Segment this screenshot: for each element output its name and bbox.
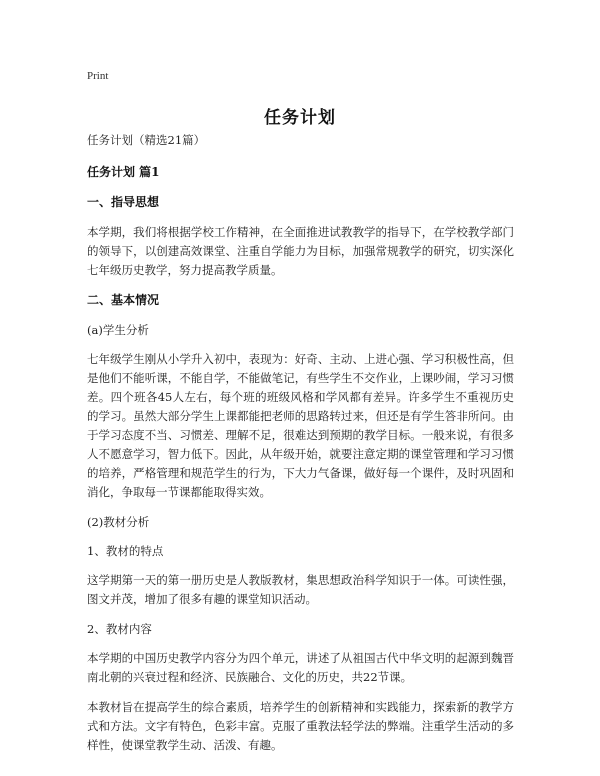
- paragraph-textbook-features: 这学期第一天的第一册历史是人教版教材，集思想政治科学知识于一体。可读性强，图文并茂，增加了很多有趣的课堂知识活动。: [87, 573, 514, 606]
- article-heading: 任务计划 篇1: [87, 165, 160, 179]
- paragraph-textbook-content-1: 本学期的中国历史教学内容分为四个单元，讲述了从祖国古代中华文明的起源到魏晋南北朝的兴衰过程和经济、民族融合、文化的历史，共22节课。: [87, 651, 514, 684]
- subheading-textbook-content: 2、教材内容: [87, 622, 152, 636]
- subheading-student-analysis: (a)学生分析: [87, 323, 149, 337]
- paragraph-student-analysis: 七年级学生刚从小学升入初中，表现为：好奇、主动、上进心强、学习积极性高，但是他们不能听课，不能自学，不能做笔记，有些学生不交作业，上课吵闹，学习习惯差。四个班各45人左右，每个班的班级风格和学风都有差异。许多学生不重视历史的学习。虽然大部分学生上课都能把老师的思路转过来，但还是有学生答非所问。由于学习态度不当、习惯差、理解不足，很难达到预期的教学目标。一般来说，有很多人不愿意学习，智力低下。因此，从年级开始，就要注意定期的课堂管理和学习习惯的培养，严格管理和规范学生的行为，下大力气备课，做好每一个课件，及时巩固和消化，争取每一节课都能取得实效。: [87, 352, 514, 499]
- subheading-textbook-features: 1、教材的特点: [87, 544, 164, 558]
- print-label: Print: [87, 70, 109, 82]
- section-heading-basic-situation: 二、基本情况: [87, 293, 160, 307]
- subtitle: 任务计划（精选21篇）: [87, 133, 206, 147]
- document-body: [87, 131, 514, 766]
- paragraph-textbook-content-2: 本教材旨在提高学生的综合素质，培养学生的创新精神和实践能力，探索新的教学方式和方法。文字有特色，色彩丰富。克服了重教法轻学法的弊端。注重学生活动的多样性，使课堂教学生动、活泼、有趣。: [87, 700, 514, 752]
- page-title: 任务计划: [264, 108, 336, 128]
- paragraph-guiding-ideology: 本学期，我们将根据学校工作精神，在全面推进试教教学的指导下，在学校教学部门的领导下，以创建高效课堂、注重自学能力为目标，加强常规教学的研究，切实深化七年级历史教学，努力提高教学质量。: [87, 225, 514, 277]
- subheading-textbook-analysis: (2)教材分析: [87, 515, 150, 529]
- section-heading-guiding-ideology: 一、指导思想: [87, 195, 160, 209]
